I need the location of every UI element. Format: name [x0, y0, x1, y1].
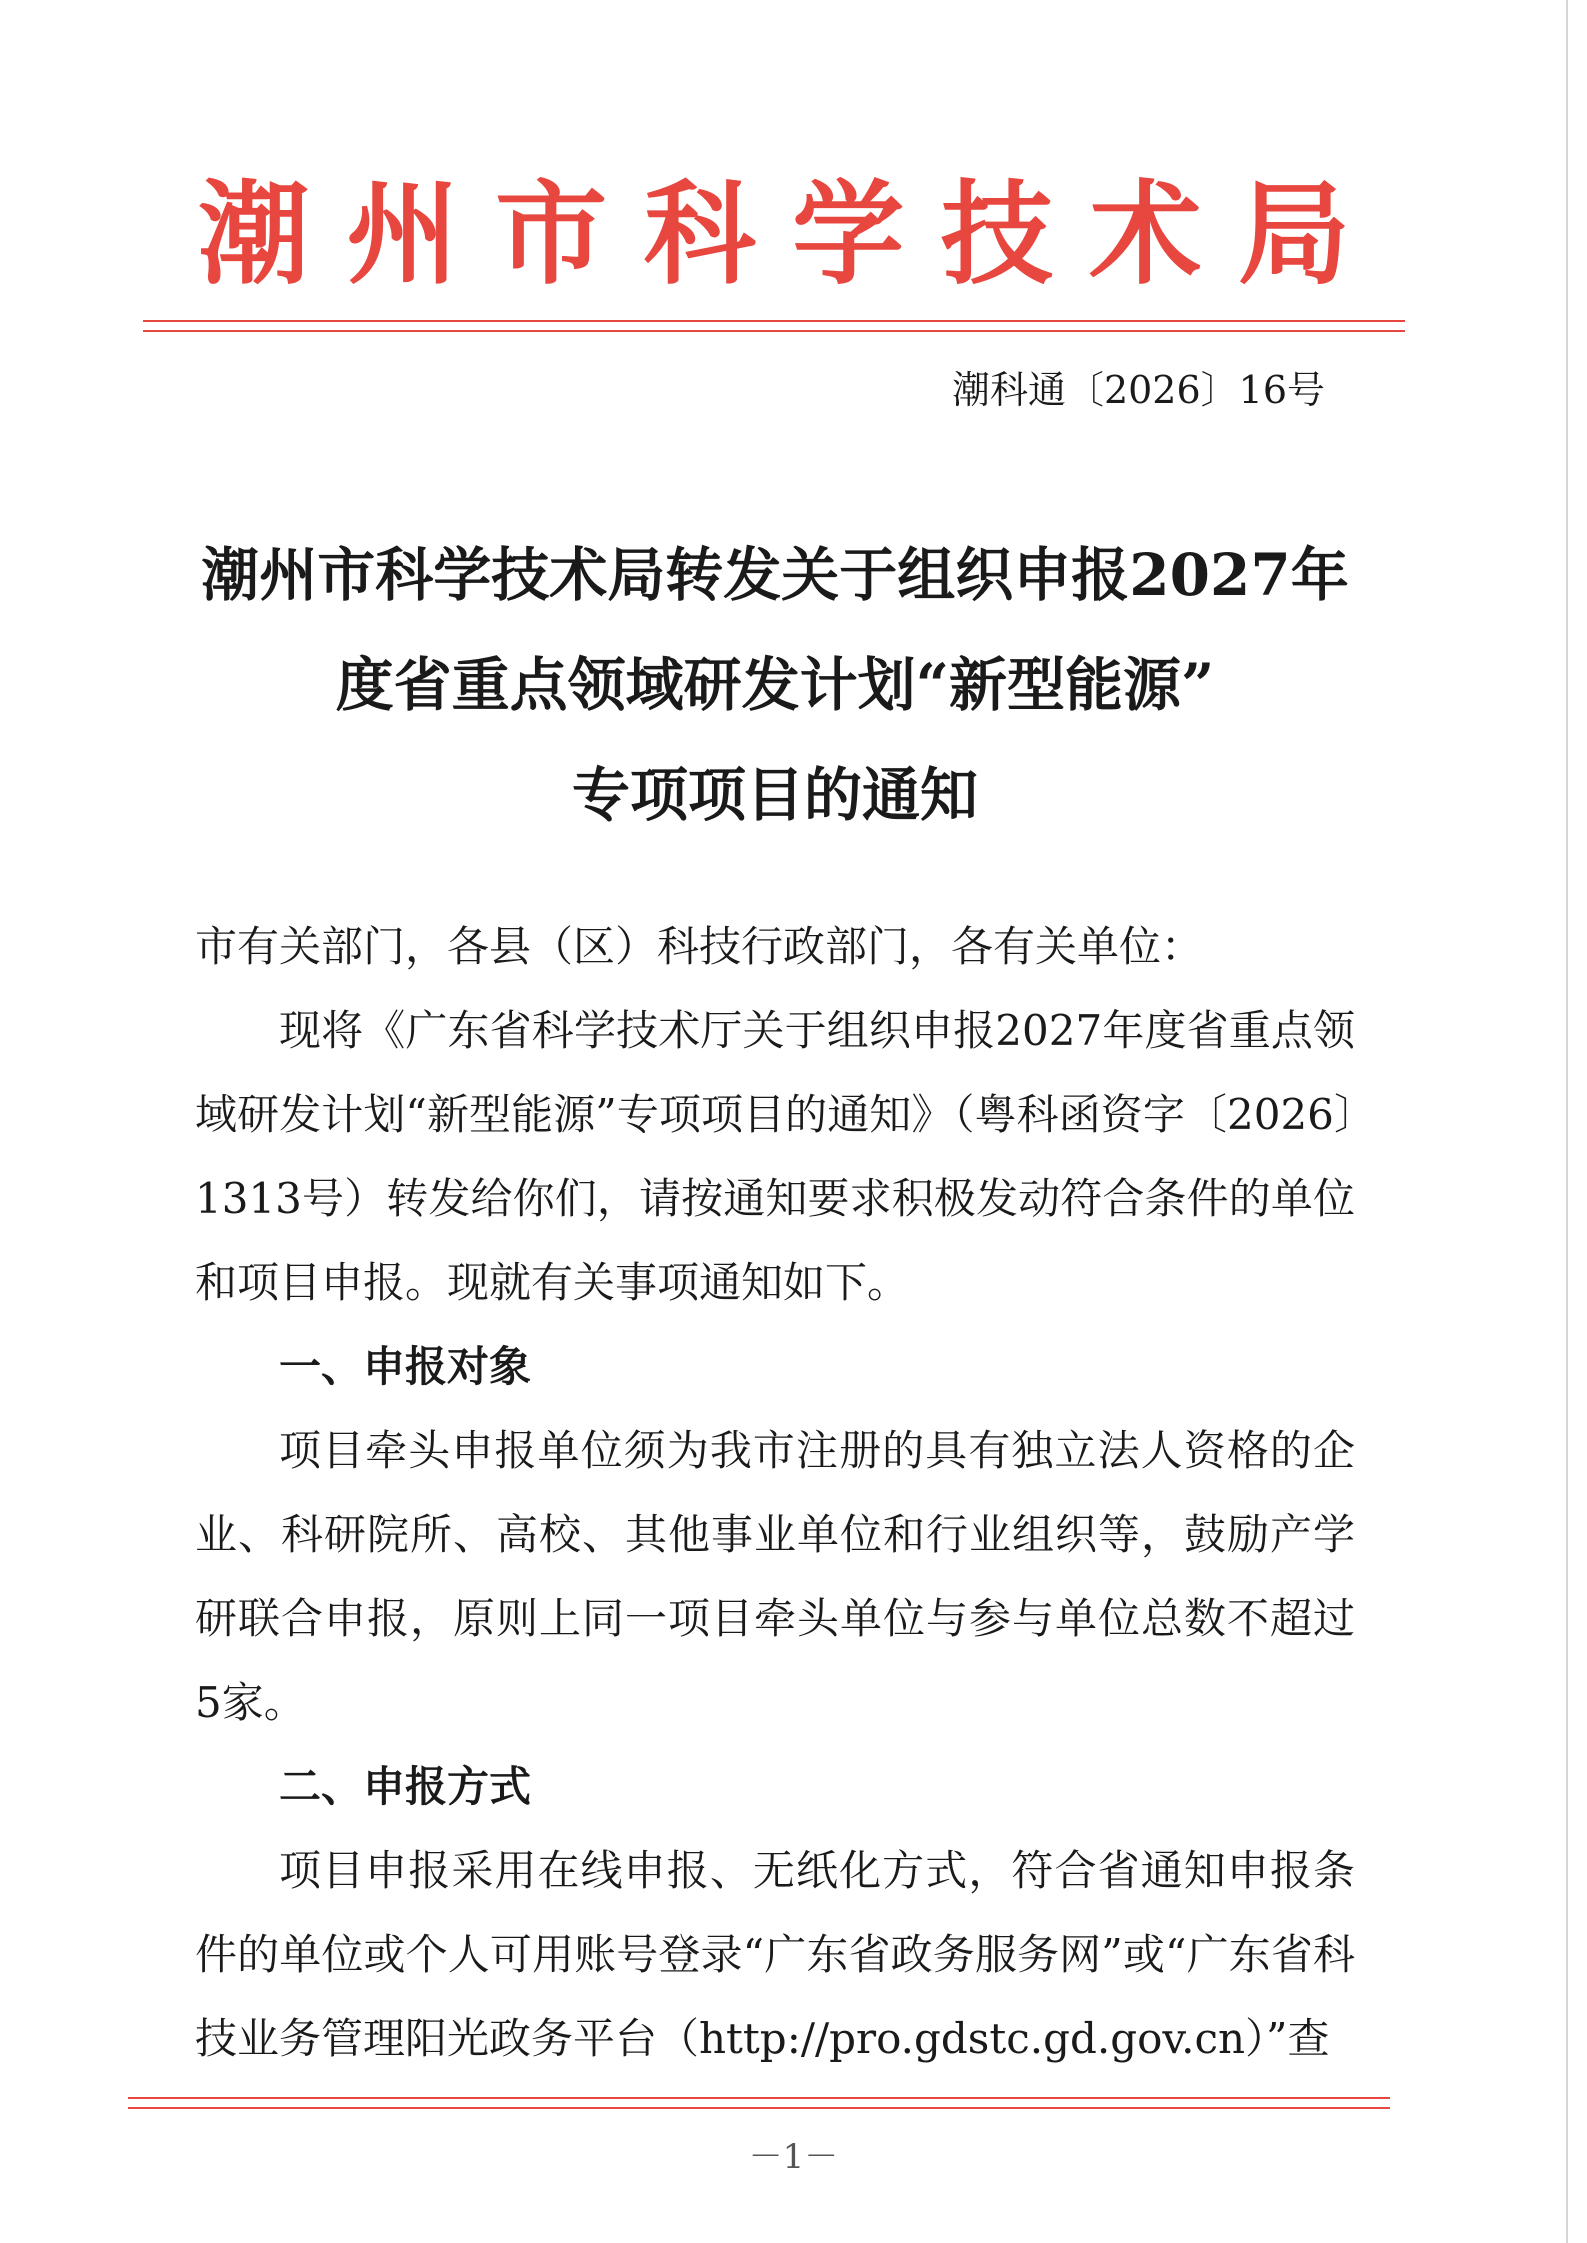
masthead-char: 术: [1089, 170, 1202, 300]
document-title: [150, 520, 1400, 850]
masthead-rule-bottom: [143, 330, 1405, 332]
footer-rule-bottom: [128, 2107, 1390, 2109]
footer-rule-top: [128, 2097, 1390, 2099]
document-body: [195, 905, 1355, 2081]
title-line: 度省重点领域研发计划“新型能源”: [335, 651, 1215, 719]
section-paragraph: 项目申报采用在线申报、无纸化方式，符合省通知申报条件的单位或个人可用账号登录“广东省政务服务网”或“广东省科技业务管理阳光政务平台（http://pro.gdstc.gd.gov.cn）”查: [195, 1846, 1355, 2063]
section-heading: 一、申报对象: [279, 1342, 532, 1391]
salutation: 市有关部门，各县（区）科技行政部门，各有关单位：: [195, 922, 1204, 971]
masthead-char: 州: [346, 170, 459, 300]
section-paragraph: 项目牵头申报单位须为我市注册的具有独立法人资格的企业、科研院所、高校、其他事业单位和行业组织等，鼓励产学研联合申报，原则上同一项目牵头单位与参与单位总数不超过5家。: [195, 1426, 1355, 1727]
masthead-char: 局: [1237, 170, 1350, 300]
masthead-char: 技: [940, 170, 1053, 300]
masthead-char: 学: [792, 170, 905, 300]
masthead-char: 市: [495, 170, 608, 300]
masthead: [198, 165, 1350, 305]
masthead-rule-top: [143, 320, 1405, 322]
document-number: 潮科通〔2026〕16号: [951, 368, 1325, 412]
section-heading: 二、申报方式: [279, 1762, 532, 1811]
masthead-char: 科: [643, 170, 756, 300]
title-line: 潮州市科学技术局转发关于组织申报2027年: [201, 541, 1349, 609]
page-number: －1－: [748, 2137, 839, 2177]
intro-paragraph: 现将《广东省科学技术厅关于组织申报2027年度省重点领域研发计划“新型能源”专项项目的通知》（粤科函资字〔2026〕1313号）转发给你们，请按通知要求积极发动符合条件的单位和项目申报。现就有关事项通知如下。: [195, 1006, 1355, 1307]
page-edge: [1566, 0, 1568, 2243]
title-line: 专项项目的通知: [571, 761, 978, 829]
masthead-char: 潮: [198, 170, 310, 300]
